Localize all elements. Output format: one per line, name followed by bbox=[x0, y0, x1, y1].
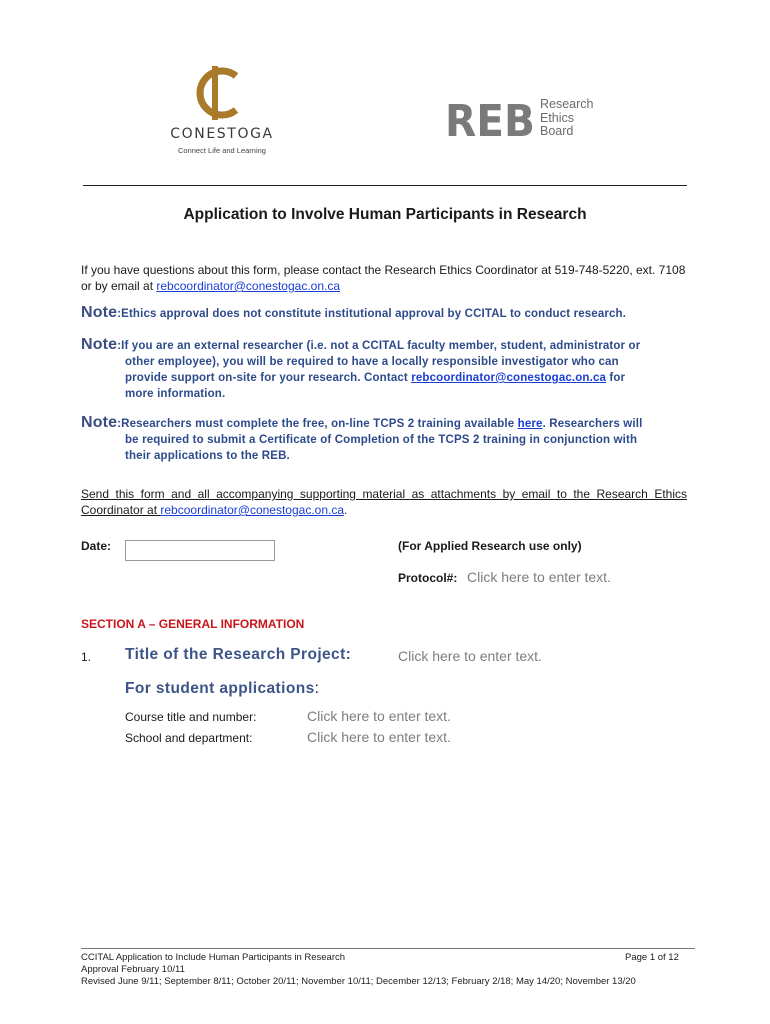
date-input[interactable] bbox=[125, 540, 275, 561]
protocol-label: Protocol#: bbox=[398, 571, 458, 585]
note-institutional-approval bbox=[81, 304, 626, 322]
note-text: :Researchers must complete the free, on-line TCPS 2 training available bbox=[117, 418, 518, 430]
note-text: their applications to the REB. bbox=[125, 450, 290, 462]
reb-line-board: Board bbox=[540, 124, 574, 138]
student-heading-text: For student applications bbox=[125, 680, 315, 697]
note-email-link[interactable]: rebcoordinator@conestogac.on.ca bbox=[411, 372, 607, 384]
research-title-label: Title of the Research Project: bbox=[125, 646, 352, 663]
note-text: provide support on-site for your research. Contact bbox=[125, 372, 412, 384]
note-text: be required to submit a Certificate of Completion of the TCPS 2 training in conjunction with bbox=[125, 434, 638, 446]
footer-divider bbox=[81, 948, 695, 949]
send-text: Send this form and all accompanying supporting material as attachments by email to the Research Ethics Coordinator at bbox=[81, 487, 687, 517]
footer-form-title: CCITAL Application to Include Human Participants in Research bbox=[81, 952, 346, 963]
note-text: more information. bbox=[125, 388, 226, 400]
note-tcps-training bbox=[81, 414, 701, 464]
conestoga-logo-mark bbox=[196, 66, 244, 120]
note-text: :If you are an external researcher (i.e. not a CCITAL faculty member, student, administrator or bbox=[117, 340, 641, 352]
send-end: . bbox=[344, 503, 348, 517]
page-title: Application to Involve Human Participants in Research bbox=[183, 206, 587, 223]
intro-text: If you have questions about this form, please contact the Research Ethics Coordinator at 519-748-5220, ext. 7108 or by email at bbox=[81, 263, 686, 293]
footer-approval-date: Approval February 10/11 bbox=[81, 964, 185, 975]
research-title-input[interactable]: Click here to enter text. bbox=[398, 648, 542, 664]
note-external-researcher bbox=[81, 336, 701, 402]
date-label: Date: bbox=[81, 539, 112, 553]
send-email-link[interactable]: rebcoordinator@conestogac.on.ca bbox=[160, 503, 345, 517]
page-number: Page 1 of 12 bbox=[625, 952, 679, 963]
school-input[interactable]: Click here to enter text. bbox=[307, 729, 451, 745]
question-number: 1. bbox=[81, 650, 92, 664]
student-heading-colon: : bbox=[314, 680, 320, 697]
intro-paragraph bbox=[81, 262, 691, 294]
protocol-input[interactable]: Click here to enter text. bbox=[467, 569, 611, 585]
submission-instructions bbox=[81, 486, 687, 518]
course-input[interactable]: Click here to enter text. bbox=[307, 708, 451, 724]
reb-logo-letters: REB bbox=[445, 98, 535, 140]
section-a-heading: SECTION A – GENERAL INFORMATION bbox=[81, 617, 305, 631]
header-divider bbox=[83, 185, 687, 186]
note-label: Note bbox=[81, 336, 118, 353]
note-text: other employee), you will be required to have a locally responsible investigator who can bbox=[125, 356, 619, 368]
note-text: for bbox=[606, 372, 626, 384]
intro-email-link[interactable]: rebcoordinator@conestogac.on.ca bbox=[156, 279, 341, 293]
conestoga-logo-tagline: Connect Life and Learning bbox=[178, 146, 266, 155]
note-label: Note bbox=[81, 304, 118, 321]
school-label: School and department: bbox=[125, 731, 253, 745]
note-text: :Ethics approval does not constitute institutional approval by CCITAL to conduct research. bbox=[117, 308, 627, 320]
footer-revision-history: Revised June 9/11; September 8/11; October 20/11; November 10/11; December 12/13; February 2/18; May 14/20; November 13/20 bbox=[81, 976, 636, 987]
note-label: Note bbox=[81, 414, 118, 431]
reb-line-research: Research bbox=[540, 97, 594, 111]
tcps-here-link[interactable]: here bbox=[517, 418, 543, 430]
reb-logo-text bbox=[540, 98, 594, 139]
applied-research-note: (For Applied Research use only) bbox=[398, 539, 582, 553]
conestoga-logo-name: CONESTOGA bbox=[170, 126, 274, 142]
reb-logo-mark bbox=[445, 98, 537, 140]
reb-line-ethics: Ethics bbox=[540, 110, 575, 125]
course-label: Course title and number: bbox=[125, 710, 257, 724]
student-applications-heading bbox=[125, 680, 319, 698]
note-text: . Researchers will bbox=[542, 418, 643, 430]
